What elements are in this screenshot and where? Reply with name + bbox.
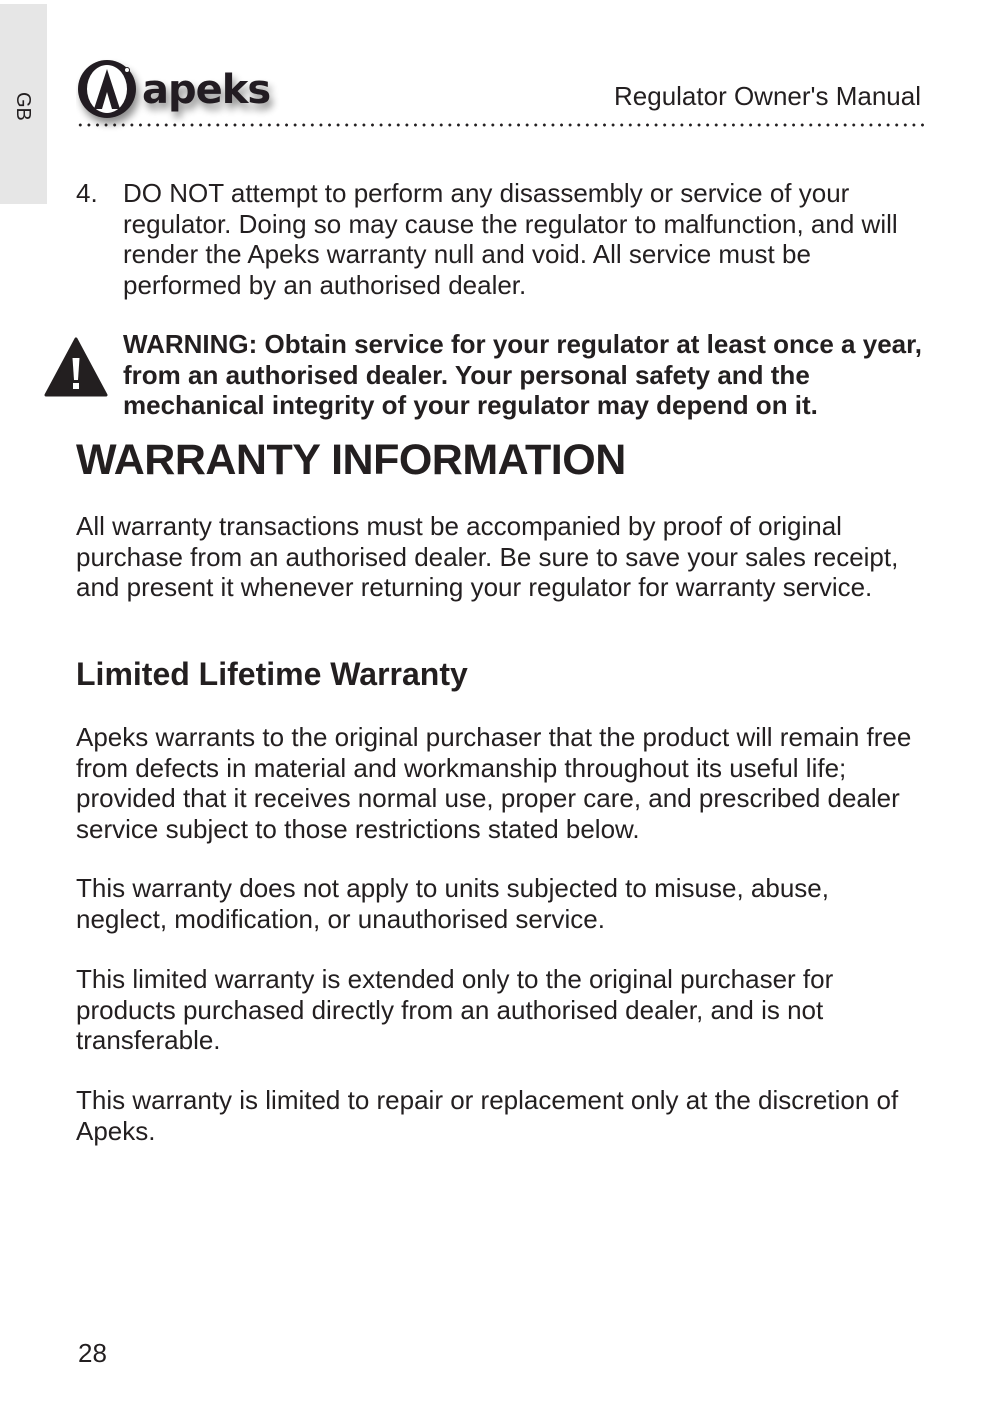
manual-title: Regulator Owner's Manual	[614, 81, 921, 111]
warranty-heading: WARRANTY INFORMATION	[76, 436, 626, 484]
header-divider	[76, 123, 925, 127]
service-item-number: 4.	[76, 178, 98, 208]
warranty-intro: All warranty transactions must be accompanied by proof of original purchase from an authorised dealer. Be sure to save your sales receipt, and present it whenever returning your regulator for warranty service.	[76, 511, 899, 602]
warranty-paragraph: This limited warranty is extended only to the original purchaser for products purchased directly from an authorised dealer, and is not transferable.	[76, 964, 834, 1055]
warning-triangle-icon	[44, 336, 108, 398]
warranty-paragraph: This warranty does not apply to units subjected to misuse, abuse, neglect, modification, or unauthorised service.	[76, 873, 829, 934]
warning-text: WARNING: Obtain service for your regulator at least once a year, from an authorised dealer. Your personal safety and the mechanical integrity of your regulator may depend on it.	[123, 329, 923, 420]
service-item	[76, 178, 906, 300]
apeks-logo	[76, 54, 326, 144]
page-number: 28	[78, 1338, 107, 1368]
language-tab	[0, 4, 47, 204]
warranty-paragraph: Apeks warrants to the original purchaser that the product will remain free from defects in material and workmanship throughout its useful life; provided that it receives normal use, proper care, and prescribed dealer service subject to those restrictions stated below.	[76, 722, 912, 844]
logo-wordmark: apeks	[142, 67, 271, 113]
warranty-paragraph: This warranty is limited to repair or replacement only at the discretion of Apeks.	[76, 1085, 899, 1146]
language-tab-label: GB	[12, 92, 34, 121]
service-item-text: DO NOT attempt to perform any disassembly or service of your regulator. Doing so may cause the regulator to malfunction, and will render the Apeks warranty null and void. All service must be performed by an authorised dealer.	[123, 178, 898, 300]
limited-warranty-heading: Limited Lifetime Warranty	[76, 656, 468, 692]
